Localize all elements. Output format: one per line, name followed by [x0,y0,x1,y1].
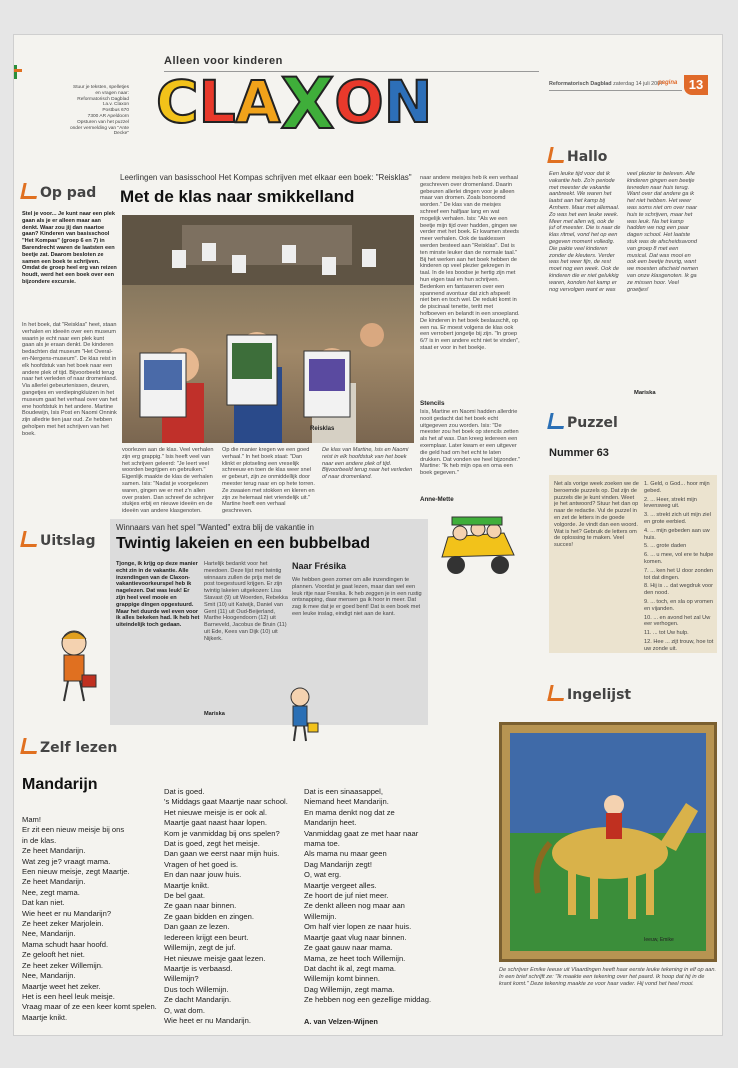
puzzle-title: Nummer 63 [549,447,609,459]
checkmark-icon [547,147,566,163]
masthead-line: onder vermelding van "Ante Decke" [69,125,129,137]
newspaper-page [14,35,722,1035]
story-line: mama toe. [304,839,340,849]
story-line: Maartje gaat vlug naar binnen. [304,932,407,942]
uitslag-signature: Mariska [204,711,225,717]
story-line: Maartje is verbaasd. [164,963,233,973]
photo-book-title: Reisklas [310,426,335,432]
header-meta-rule [549,90,682,91]
op-pad-col2: voorlezen aan de klas. Veel verhalen zijn erg grappig." Isis heeft veel van het schrijven geleerd: "Je leert veel woorden begrijpen en gebruiken." Eigenlijk maakte de klas de verhalen samen. Isis: "Nadat je voorgelezen waren, gingen we er met z'n allen over praten. Dan schreef de schrijver stukjes erbij en nieuwe ideeën en de ideeën van andere klasgenoten. [122,447,214,513]
story-line: Ze gaan naar binnen. [164,901,237,911]
story-line: Mam! [22,815,41,824]
story-line: O, wat dom. [164,1005,205,1015]
story-line: Ze dacht Mandarijn. [164,995,232,1005]
clue-item: 11. ... tot Uw hulp. [644,630,689,637]
op-pad-kicker: Leerlingen van basisschool Het Kompas schrijven met elkaar een boek: "Reisklas" [120,173,412,182]
zelf-lezen-label: Zelf lezen [40,740,118,756]
clue-item: 10. ... en avond het zal Uw eer verhogen. [644,614,711,628]
page-number-badge [684,75,708,95]
checkmark-icon [20,183,39,199]
story-line: Ze heet zeker Marjolein. [22,919,104,929]
story-line: Ze gaan bidden en zingen. [164,911,254,921]
story-line: Willemijn? [164,974,199,984]
header-tagline: Alleen voor kinderen [164,55,283,67]
uitslag-label: Uitslag [40,533,96,549]
hallo-signature: Mariska [634,390,656,396]
clue-item: 1. Geld, o God... hoor mijn gebed. [644,481,710,494]
story-line: Kom je vanmiddag bij ons spelen? [164,828,280,838]
page-label: pagina [658,80,678,86]
story-line: Iedereen krijgt een beurt. [164,932,249,942]
story-line: Vraag maar of ze een keer komt spelen. [22,1002,157,1012]
header-accent-bar-orange [14,69,22,72]
op-pad-col4: naar andere meisjes heb ik een verhaal geschreven over dromenland. Daarin gebeuren allerlei dingen voor je alleen maar van dromen. Zoals bonoomd worden." De klas van de meisjes schreef een halfjaar lang en wat mogelijk verhalen. Isis: "Als we een beetje mijn tijd over hadden, gingen we verder met het boek. Er kwamen steeds meer verhalen. Ook de taaklessen werden besteed aan "Reisklas". Dat is ten minste leuker dan de normale taal." Bij het werken aan het boek hebben de kinderen op veel plezier gekregen in taal. In de les boodse je hertig zijn met hun eigen taal en hun schrijven. Bedenken en fantaseren over een spannend avontuur dat zich afspeelt niet ben en toch wel. De redukt komt in de piscinaal tenette, teritt met hofboeven en belandt in een snoepland. De kinderen in het boek beslauschlt, op een na. Er moest volgens de klas ook een verrobert jongetje bij zijn. "In groep 6/7 is in een andere echt niet te vinden", staat er voor in het boekje. [420,175,520,351]
op-pad-col5: Isis, Martine en Naomi hadden allerdrie nooit gedacht dat het boek echt uitgegeven zou worden. Isis: "De meester zou het boek op stencils zetten als het af was. Dan kreeg iedereen een exemplaar. Later kwam er een uitgever die geld had om het echt te laten drukken. Dat vonden we heel bijzonder." Martine: "Ik heb mijn opa en oma een boek gegeven." [420,409,520,477]
story-line: Maartje knikt. [164,880,210,890]
story-line: En dan naar jouw huis. [164,870,242,880]
story-line: Nee, zegt mama. [22,887,80,897]
header-accent-bar [14,65,17,79]
story-line: Dat is een sinaasappel, [304,787,383,796]
clue-item: 5. ... grote daden [644,543,687,550]
horse-drawing [510,733,706,951]
op-pad-signature: Anne-Mette [420,496,454,503]
checkmark-icon [547,685,566,701]
frisika-text: We hebben geen zomer om alle inzendingen te plannen. Voordat je gaat lezen, maar dan wel een leuk ritje naar Fresika. Ik heb zeggen je in een rustig ontsnapping, daar mensen ga ik hoor in meer. Dat zag ik mee dat je er goed bent! Dat is een boek met een leuke inslag, eindigt niet aan de kant. [292,577,422,617]
masthead-line: 7300 AR Apeldoorn [87,113,129,119]
story-column-1 [22,815,172,1023]
story-line: Vanmiddag gaat ze met haar naar [304,828,419,838]
story-line: Maartje weet het zeker. [22,981,101,991]
cartoon-family-car [434,513,520,585]
story-line: Nee, Mandarijn. [22,929,76,939]
uitslag-kicker: Winnaars van het spel "Wanted" extra blij de vakantie in [116,523,314,532]
story-line: Dat kan niet. [22,898,65,908]
page-number: 13 [688,77,704,92]
clue-item: 8. Hij is ... dat wegdruk voor den nood. [644,583,714,597]
story-line: Er zit een nieuw meisje bij ons [22,825,125,835]
story-line: Dan gaan ze lezen. [164,922,230,932]
story-line: Een nieuw meisje, zegt Maartje. [22,867,130,877]
op-pad-col1: In het boek, dat "Reisklas" heet, staan verhalen en ideeën over een museum waarin je echt naar een plek kunt gaan als je eraan denkt. De kinderen bedachten dat museum "Het Overal-en-Nergens-museum". De klas reist in elk hoofdstuk van het boek naar een andere plek of tijd. Bijvoorbeeld terug naar het verleden of naar dromenland. Via allerlei gebeurtenissen, deuren, gangetjes en verdiepingkluizen in het museum gaat het verhaal over van het ene hoofdstuk in het andere. Martine Boudewijn, Isis Post en Naomi Onnink zijn alledrie tien jaar oud. Ze hebben geholpen met het schrijven van het boek. [22,322,118,437]
ingelijst-caption: De schrijver Emike Ieeuw uit Vlaardingen heeft haar eerste leuke tekening in elf op aan. In een brief schrijft ze: "Ik maakte een tekening over het paard. Ik hoop dat hij in de krant komt." Deze tekening maakte ze voor haar vader. Hij vond het heel mooi. [499,967,717,987]
checkmark-icon [20,738,39,754]
section-label-uitslag [22,531,95,549]
story-line: Willemijn komt binnen. [304,974,380,984]
clue-item: 3. ... strekt zich uit mijn ziel en grote eerbied. [644,512,711,525]
story-line: Maartje vergeet alles. [304,880,377,890]
clue-item: 6. ... u mee, vol ere te hulpe komen. [644,552,714,565]
story-line: Mama, ze heet toch Willemijn. [304,953,406,963]
story-line: En mama denkt nog dat ze [304,807,395,817]
frisika-subhead: Naar Frésika [292,561,347,571]
class-photo [122,215,414,443]
puzzle-clues [644,481,714,655]
story-line: Maartje knikt. [22,1012,68,1022]
masthead-line: Opsturen van het puzzel [77,119,129,125]
story-line: Wie heet er nu Mandarijn? [22,908,112,918]
story-line: 's Middags gaat Maartje naar school. [164,797,288,807]
header-meta [549,81,663,87]
uitslag-col2: Hartelijk bedankt voor het meedoen. Deze lijst met twintig winnaars zullen de prijs met de post toegestuurd krijgen. Er zijn twintig lakeien uitgekozen: Lisa Stavast (9) uit Woerden, Rebekka Smit (10) uit Katwijk, Daniel van Gent (11) uit Oud-Beijerland, Marthe Hoogendoorn (12) uit Barneveld, Jacobus de Bruin (11) uit Ede, Kees van Dijk (10) uit Nijkerk. [204,561,288,642]
masthead-line: t.a.v. Claxon [102,102,129,108]
clue-item: 7. ... ken het U door zonden tot dat dingen. [644,567,714,581]
story-line: O, wat erg. [304,870,342,880]
ingelijst-label: Ingelijst [567,687,632,703]
story-line: Dat dacht ik al, zegt mama. [304,963,397,973]
section-label-ingelijst [549,685,631,703]
story-line: Dus toch Willemijn. [164,984,229,994]
story-line: Het nieuwe meisje is er ook al. [164,807,267,817]
story-line: Maartje gaat naast haar lopen. [164,818,268,828]
story-column-2 [164,787,304,1026]
story-line: Dan gaan we eerst naar mijn huis. [164,849,280,859]
story-column-3 [304,787,454,1006]
claxon-logo: CLAXON [156,63,433,145]
hallo-label: Hallo [567,149,608,165]
op-pad-intro: Stel je voor... Je kunt naar een plek gaan als je er alleen maar aan denkt. Waar zou jij dan naartoe gaan? Kinderen van basisschool "Het Kompas" (groep 6 en 7) in Barendrecht waren de laatsten een beetje zat. Daarom besloten ze samen een boek te schrijven. Omdat de groep heel erg van reizen houdt, werd het een boek over een bijzondere excursie. [22,211,117,285]
cartoon-boy-with-case [282,685,322,745]
story-line: De bel gaat. [164,891,205,901]
story-line: Wie heet er nu Mandarijn. [164,1015,251,1025]
masthead-line: Postbus 670 [102,108,129,114]
story-line: Mama schudt haar hoofd. [22,939,109,949]
clue-item: 12. Hee ... zijt trouw, hoe tot uw zonde uit. [644,638,714,652]
story-line: Dat is goed, zegt het meisje. [164,839,260,849]
uitslag-intro: Tjonge, ik krijg op deze manier echt zin in de vakantie. Alle inzendingen van de Claxon-vakantievoorkeurspel heb ik nagelezen. Dat was leuk! Er zijn heel veel mooie en grappige dingen opgestuurd. Maar het duurde wel even voor ik alles bekeken had. Ik heb het uiteindelijk toch gedaan. [116,561,200,629]
story-line: Ze hoort de juf niet meer. [304,891,389,901]
story-line: Nee, Mandarijn. [22,971,76,981]
masthead-line: Stuur je teksten, spelletjes [73,85,129,90]
hallo-text: Een leuke tijd voor dat ik vakantie heb. Zo'n periode met meester de vakantie aanbreekt. We waren het laatst aan het kamp bij Arnhem. Maar met allemaal. Zo was het een leuke week. Meer met allen wij, ook de juf of meester. Die is naar de klas ritmel, vond het op een gegeven moment volledig. Die pakte veel kinderen zonder de kleuters. Verder was het weer fijn, de rest moet nog een week. Ook de kinderen die er niet gelukkig waren, konden het kamp er nog vervolgen want er was veel plezier te beleven. Alle kinderen gingen een beetje tevreden naar huis terug. Want over dat andere ga ik het niet hebben. Het weer was soms niet om over naar huis te schrijven, maar het was leuk. Na het kamp hadden we nog een paar dagen school. Het laatste stuk was de afscheidsavond van groep 8 met een musical. Dat was mooi en ook een beetje treurig, want we moesten afscheid nemen van onze klasgenoten. Ik ga ze missen hoor. Veel groetjes! [549,171,699,293]
story-title: Mandarijn [22,776,98,793]
op-pad-label: Op pad [40,185,97,201]
checkmark-icon [547,413,566,429]
story-line: Ze heet Mandarijn. [22,877,86,887]
story-line: Het nieuwe meisje gaat lezen. [164,953,266,963]
story-line: Het is een heel leuk meisje. [22,991,115,1001]
issue-date: zaterdag 14 juli 2007 [613,81,664,87]
story-line: Dag Mandarijn zegt! [304,859,372,869]
op-pad-col3: Op die manier kregen we een goed verhaal." In het boek staat: "Dan klinkt er plotseling een vreselijk schreeuw en toen de klas weer snel er gebeurt, zijn ze onmiddellijk door meester terug naar en op hete torren. Ze zwaaien met stokken en kleren en zijn ze helemaal niet vriendelijk uit." Martine heeft een verhaal geschreven. [222,447,315,513]
clue-item: 9. ... toch, en sla op vromen en vijanden. [644,598,714,612]
story-line: Wat zeg je? vraagt mama. [22,856,111,866]
story-line: Als mama nu maar geen [304,849,387,859]
story-line: Willemijn, zegt de juf. [164,943,236,953]
stencils-subhead: Stencils [420,400,445,407]
masthead-info [54,85,129,137]
class-photo-drawing [122,215,414,443]
drawing-canvas [510,733,706,951]
story-line: Ze gaat gauw naar mama. [304,943,393,953]
story-line: Dag Willemijn, zegt mama. [304,984,395,994]
masthead-line: en vragen naar: [95,90,129,96]
story-line: Vragen of het goed is. [164,859,239,869]
uitslag-headline: Twintig lakeien en een bubbelbad [116,535,370,552]
section-label-op-pad [22,183,96,201]
story-author: A. van Velzen-Wijnen [304,1017,378,1026]
story-line: Ze heet Mandarijn. [22,846,86,856]
story-line: Niemand heet Mandarijn. [304,797,389,807]
puzzel-label: Puzzel [567,415,618,431]
op-pad-headline: Met de klas naar smikkelland [120,187,355,206]
story-line: in de klas. [22,835,57,845]
story-line: Mandarijn heet. [304,818,357,828]
section-label-hallo [549,147,607,165]
checkmark-icon [20,531,39,547]
clue-item: 4. ... mijn gebeden aan uw huis. [644,527,710,541]
section-label-puzzel [549,413,618,431]
clue-item: 2. ... Heer, strekt mijn levensweg uit. [644,496,697,510]
story-line: Om half vier lopen ze naar huis. [304,922,412,932]
story-line: Ze gelooft het niet. [22,950,85,960]
masthead-line: Reformatorisch Dagblad [77,96,129,102]
photo-caption: De klas van Martine, Isis en Naomi reist in elk hoofdstuk van het boek naar een andere plek of tijd. Bijvoorbeeld terug naar het verleden of naar dromenland. [322,447,413,481]
story-line: Dat is goed. [164,787,205,796]
drawing-signature: Ieeuw, Emike [644,937,674,943]
puzzle-intro: Net als vorige week zoeken we de beroemde puzzels op. Dat zijn de puzzels die je kunt vinden. Weet je het antwoord? Stuur het dan op naar de redactie. Vul de puzzel in en zet de letters in de goede volgorde. Je vindt dan een woord. Wat is het? Gebruik de letters om de oplossing te maken. Veel succes! [554,481,639,549]
story-line: Ze hebben nog een gezellige middag. [304,995,432,1005]
story-line: Ze heet zeker Willemijn. [22,960,104,970]
story-line: Ze denkt alleen nog maar aan [304,901,405,911]
section-label-zelf-lezen [22,738,117,756]
newspaper-name: Reformatorisch Dagblad [549,81,612,87]
cartoon-girl-with-bag [44,625,104,705]
story-line: Willemijn. [304,911,337,921]
